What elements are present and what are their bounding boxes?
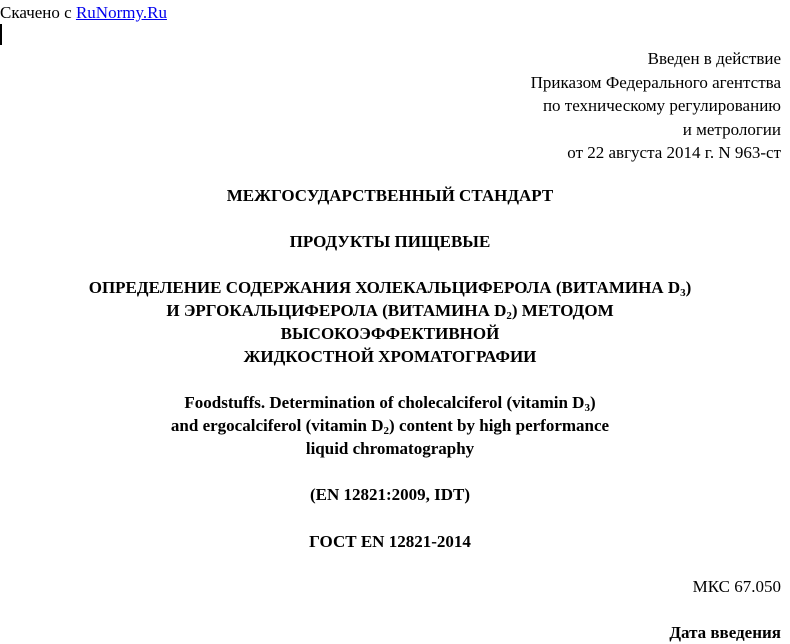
equivalence [0,483,780,506]
gost-number [0,530,780,553]
mks-code: МКС 67.050 [692,577,781,596]
gost-number-text: ГОСТ EN 12821-2014 [309,532,471,551]
equivalence-text: (EN 12821:2009, IDT) [309,485,471,504]
title-ru-line-3: ВЫСОКОЭФФЕКТИВНОЙ [280,324,500,343]
intro-line: Введен в действие [647,49,781,68]
product-group [0,230,780,253]
intro-line: Приказом Федерального агентства [530,72,781,92]
title-en [0,391,780,460]
title-en-line-1: Foodstuffs. Determination of cholecalciferol (vitamin $D_3$) [184,393,596,414]
source-prefix: Скачено с [0,3,76,22]
product-group-text: ПРОДУКТЫ ПИЩЕВЫЕ [289,232,491,251]
intro-block [531,47,781,165]
title-ru-line-2: И ЭРГОКАЛЬЦИФЕРОЛА (ВИТАМИНА $D_2$) МЕТОДОМ [166,301,614,322]
title-ru-line-1: ОПРЕДЕЛЕНИЕ СОДЕРЖАНИЯ ХОЛЕКАЛЬЦИФЕРОЛА (ВИТАМИНА $D_3$) [88,278,692,299]
date-intro-label: Дата введения [669,623,781,642]
text-caret [0,24,2,45]
standard-type-text: МЕЖГОСУДАРСТВЕННЫЙ СТАНДАРТ [226,186,554,205]
title-ru-line-4: ЖИДКОСТНОЙ ХРОМАТОГРАФИИ [243,347,537,366]
title-ru [0,276,780,368]
standard-type [0,184,780,207]
source-line [0,3,167,23]
intro-line: от 22 августа 2014 г. N 963-ст [567,143,781,162]
source-link[interactable]: RuNormy.Ru [75,3,167,22]
intro-line: по техническому регулированию [542,96,781,115]
title-en-line-3: liquid chromatography [305,439,475,458]
title-en-line-2: and ergocalciferol (vitamin $D_2$) content by high performance [170,416,610,437]
intro-line: и метрологии [682,119,781,139]
